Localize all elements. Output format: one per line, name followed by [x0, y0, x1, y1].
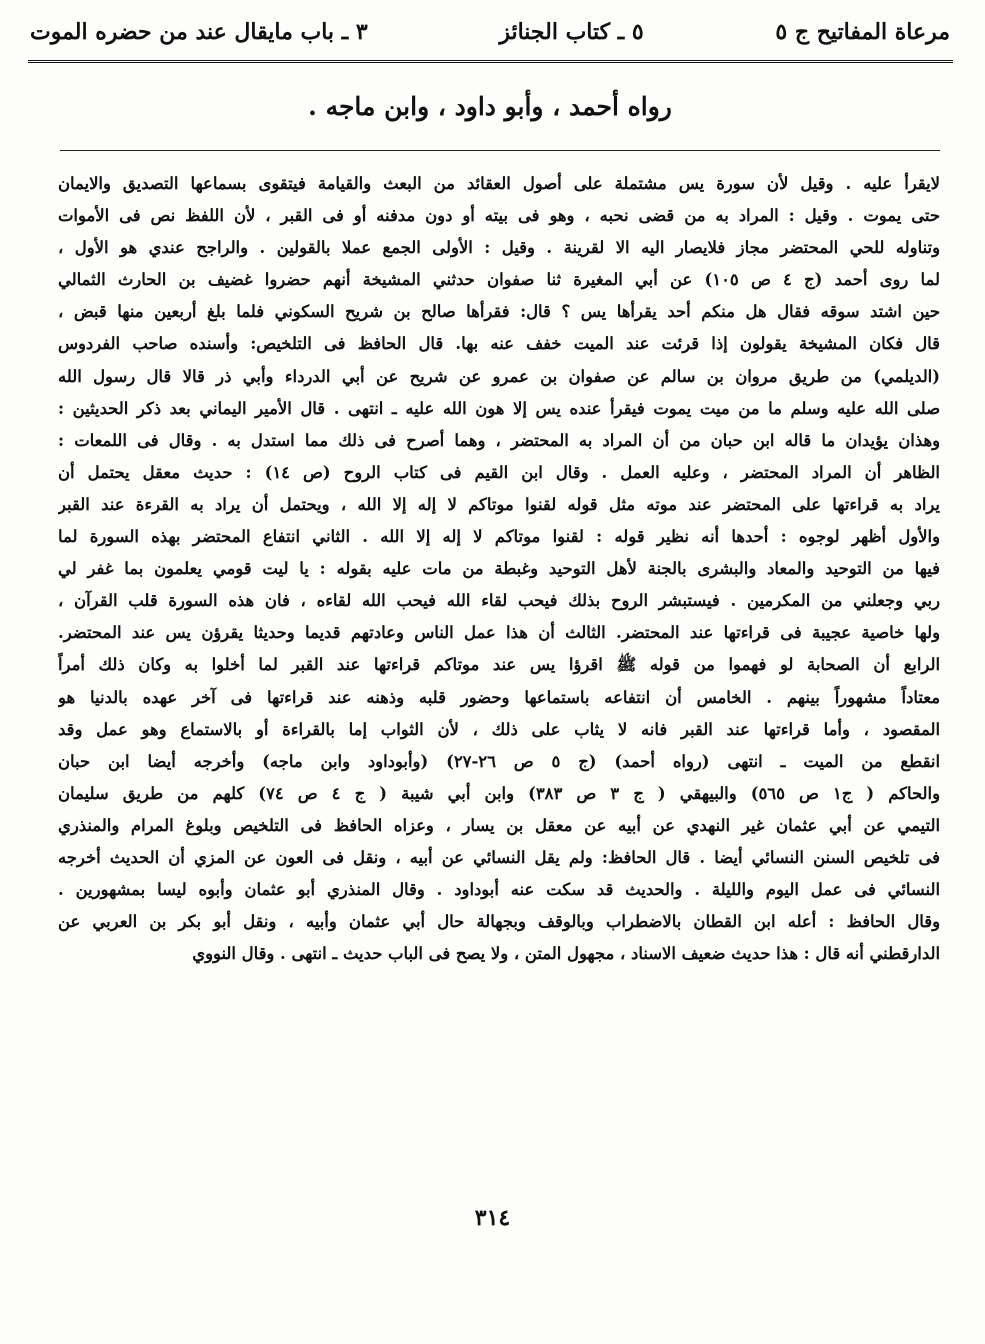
- text-line: (الديلمي) من طريق مروان بن سالم عن صفوان بن عمرو عن شريح عن أبي الدرداء وأبي ذر قالا قال رسول الله: [58, 366, 940, 386]
- text-line: يراد به قراءتها على المحتضر عند موته مثل قوله لقنوا موتاكم لا إله إلا الله ، ويحتمل أن يراد به القرءة عند القبر: [58, 494, 940, 514]
- text-line: الدارقطني أنه قال : هذا حديث ضعيف الاسناد ، مجهول المتن ، ولا يصح فى الباب حديث ـ انتهى . وقال النووي: [192, 944, 940, 964]
- text-line: التيمي عن أبي عثمان غير النهدي عن أبيه عن معقل بن يسار ، وعزاه الحافظ فى التلخيص وبلوغ المرام والمنذري: [58, 815, 940, 835]
- separator-rule: [60, 150, 940, 151]
- text-line: حين اشتد سوقه فقال هل منكم أحد يقرأها يس ؟ قال: فقرأها صالح بن شريح السكوني فلما بلغ أربعين منها قبض ،: [58, 302, 940, 322]
- text-line: المقصود ، وأما قراءتها عند القبر فانه لا يثاب على ذلك ، لأن الثواب إما بالقراءة أو بالاستماع وهو عمل وقد: [58, 719, 940, 739]
- text-line: لايقرأ عليه . وقيل لأن سورة يس مشتملة على أصول العقائد من البعث والقيامة فيتقوى بسماعها التصديق والايمان: [58, 174, 940, 193]
- text-line: صلى الله عليه وسلم ما من ميت يموت فيقرأ عنده يس إلا هون الله عليه ـ انتهى . قال الأمير اليماني بعد ذكر الحديثين :: [58, 398, 940, 418]
- text-line: الظاهر أن المراد المحتضر ، وعليه العمل . وقال ابن القيم فى كتاب الروح (ص ١٤) : حديث معقل يحتمل أن: [58, 462, 940, 482]
- text-line: معتاداً مشهوراً بينهم . الخامس أن انتفاعه باستماعها وحضور قلبه وذهنه عند قراءتها فى آخر عهده بالدنيا هو: [58, 687, 940, 707]
- text-line: والأول أظهر لوجوه : أحدها أنه نظير قوله : لقنوا موتاكم لا إله إلا الله . الثاني انتفاع المحتضر بهذه السورة لما: [58, 527, 940, 547]
- running-head-section: ٣ ـ باب مايقال عند من حضره الموت: [30, 19, 368, 45]
- text-line: والحاكم ( ج١ ص ٥٦٥) والبيهقي ( ج ٣ ص ٣٨٣) وابن أبي شيبة ( ج ٤ ص ٧٤) كلهم من طريق سليمان: [58, 783, 940, 803]
- text-line: فيها من التوحيد والمعاد والبشرى بالجنة لأهل التوحيد وغبطة من مات عليه بقوله : يا ليت قومي يعلمون بما غفر لي: [58, 559, 940, 579]
- text-line: النسائي فى عمل اليوم والليلة . والحديث قد سكت عنه أبوداود . وقال المنذري أبو عثمان وأبوه ليسا بمشهورين .: [58, 880, 940, 900]
- text-line: ربي وجعلني من المكرمين . فيستبشر الروح بذلك فيحب لقاء الله فيحب الله لقاءه ، فان هذه السورة قلب القرآن ،: [58, 591, 940, 611]
- text-line: ولها خاصية عجيبة فى قراءتها عند المحتضر. الثالث أن هذا عمل الناس وعادتهم قديما وحديثا يقرؤن يس عند المحتضر.: [58, 623, 940, 643]
- text-line: الرابع أن الصحابة لو فهموا من قوله ﷺ اقرؤا يس عند موتاكم قراءتها عند القبر لما أخلوا به وكان ذلك أمراً: [58, 655, 940, 675]
- running-head-chapter: ٥ ـ كتاب الجنائز: [499, 19, 644, 45]
- page-number: ٣١٤: [474, 1205, 511, 1231]
- text-line: حتى يموت . وقيل : المراد به من قضى نحبه ، وهو فى بيته أو دون مدفنه أو فى القبر ، لأن اللفظ نص فى الأموات: [58, 206, 940, 226]
- text-line: انقطع من الميت ـ انتهى (رواه أحمد) (ج ٥ ص ٢٦-٢٧) (وأبوداود وابن ماجه) وأخرجه أيضا ابن حبان: [58, 751, 940, 771]
- text-line: وقال الحافظ : أعله ابن القطان بالاضطراب وبالوقف وبجهالة حال أبي عثمان وأبيه ، ونقل أبو بكر بن العربي عن: [58, 912, 940, 932]
- text-line: وتناوله للحي المحتضر مجاز فلايصار اليه الا لقرينة . وقيل : الأولى الجمع عملا بالقولين . والراجح عندي هو الأول ،: [58, 238, 940, 258]
- commentary-text: [58, 168, 940, 970]
- text-line: لما روى أحمد (ج ٤ ص ١٠٥) عن أبي المغيرة ثنا صفوان حدثني المشيخة أنهم حضروا غضيف بن الحارث الثمالي: [58, 270, 940, 290]
- text-line: فى تلخيص السنن النسائي أيضا . قال الحافظ: ولم يقل النسائي عن أبيه ، ونقل فى العون عن المزي أن الحديث أخرجه: [58, 847, 940, 867]
- text-line: قال فكان المشيخة يقولون إذا قرئت عند الميت خفف عنه بها. قال الحافظ فى التلخيص: وأسنده صاحب الفردوس: [58, 334, 940, 354]
- hadith-source-line: رواه أحمد ، وأبو داود ، وابن ماجه .: [308, 92, 672, 121]
- text-line: وهذان يؤيدان ما قاله ابن حبان من أن المراد به المحتضر ، وهما أصرح فى ذلك مما استدل به . وقال فى اللمعات :: [58, 430, 940, 450]
- header-rule: [28, 60, 953, 63]
- running-header: [30, 8, 950, 56]
- running-head-book-title: مرعاة المفاتيح ج ٥: [775, 19, 950, 45]
